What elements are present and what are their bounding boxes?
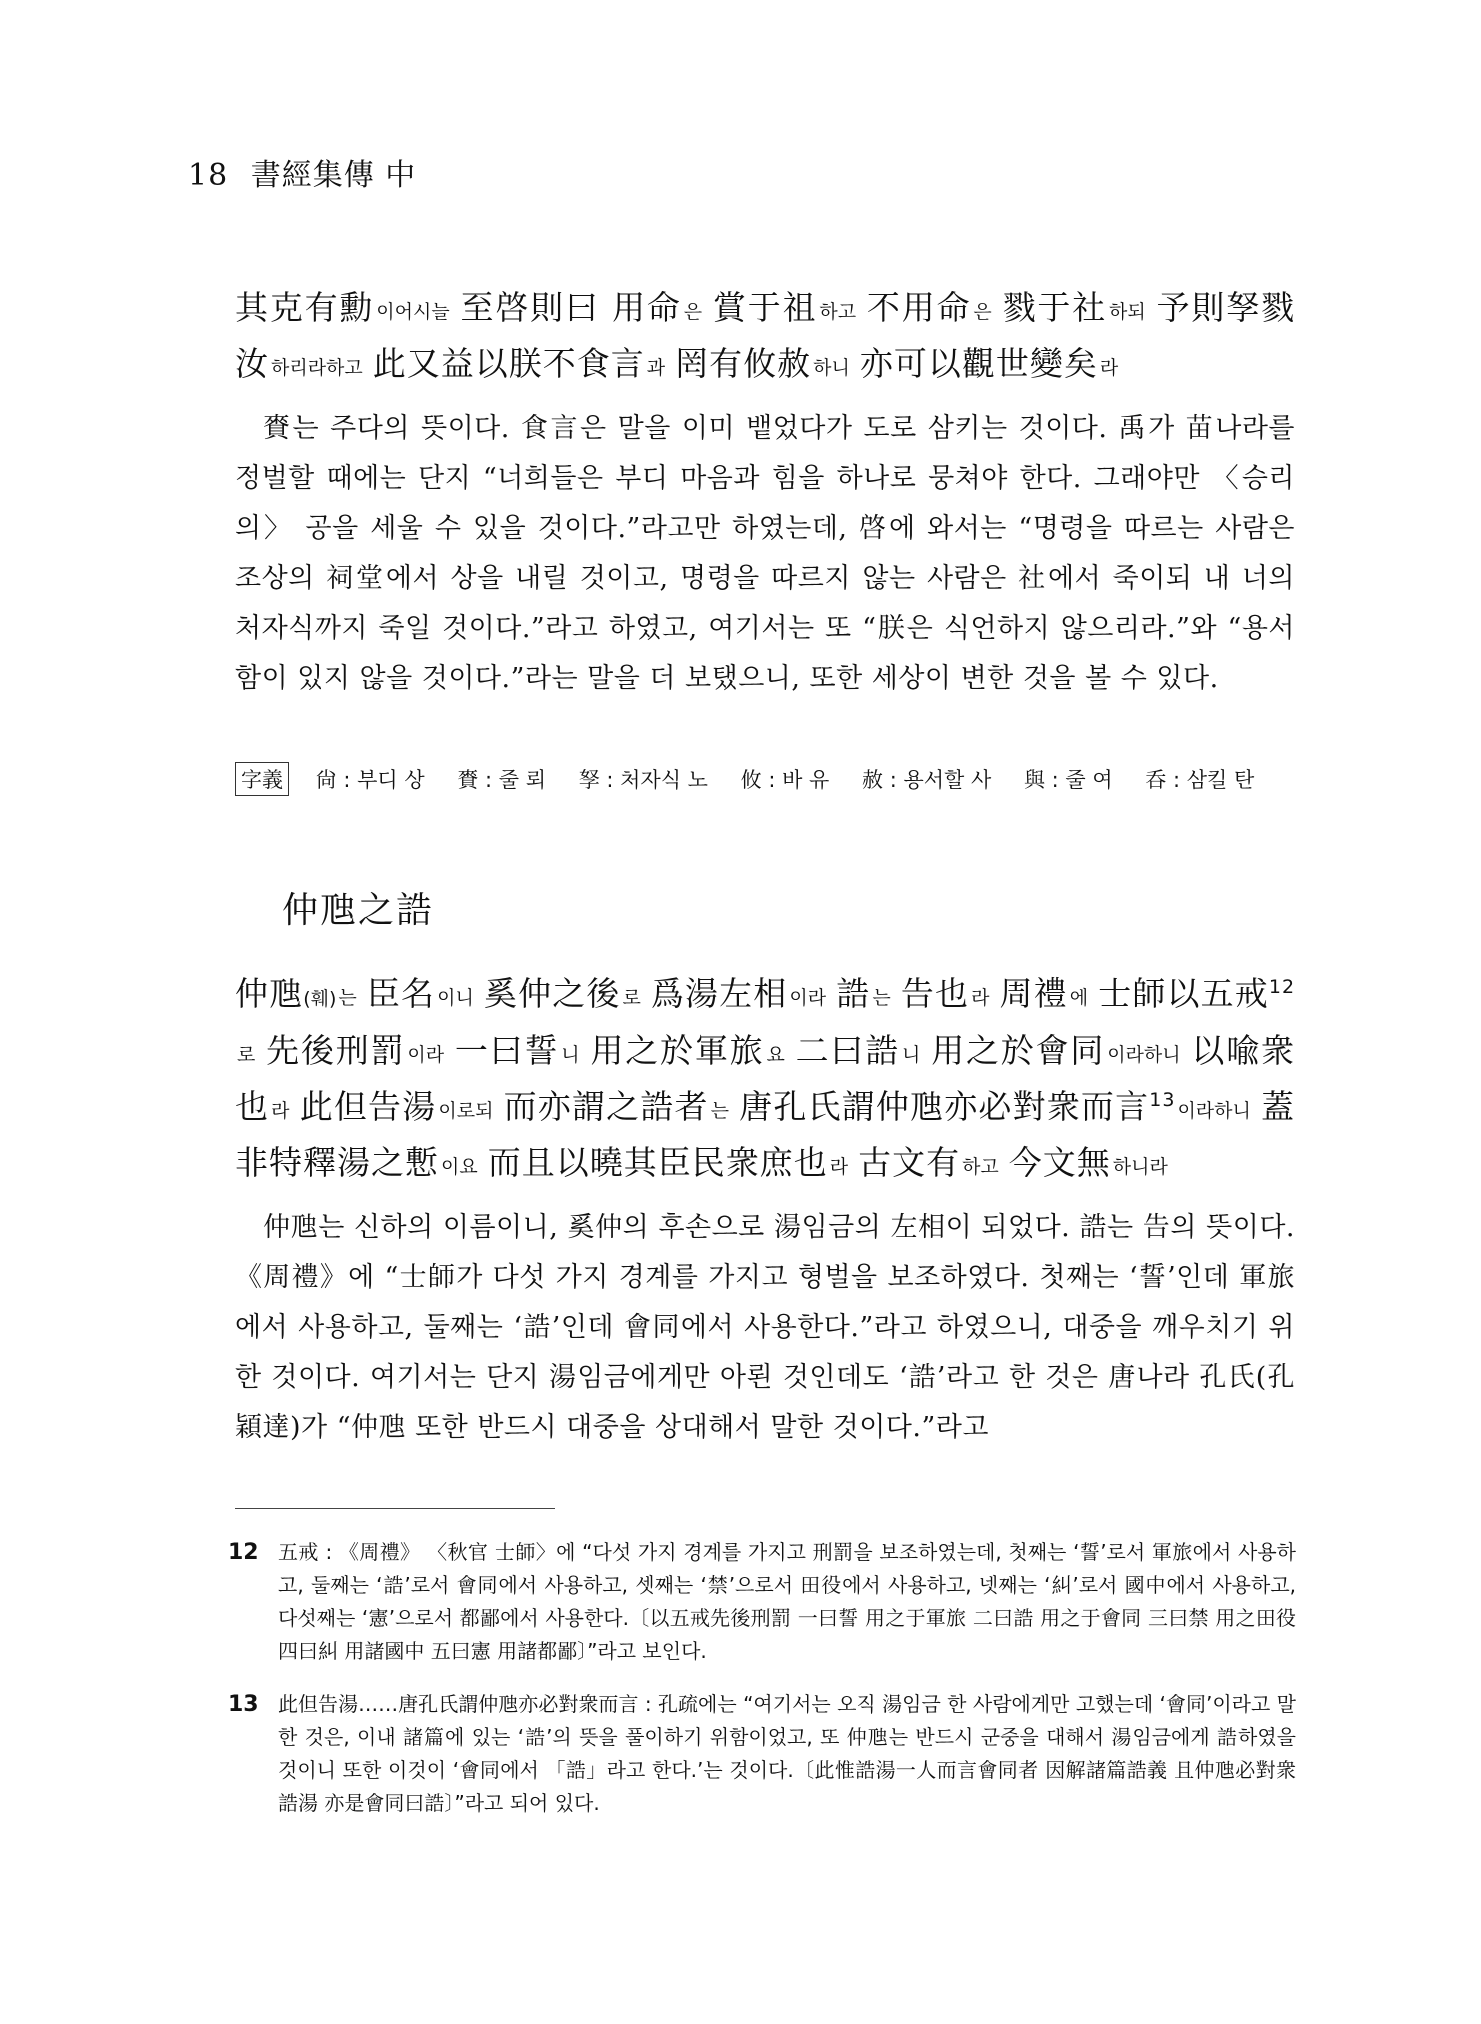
footnote-13	[228, 1688, 1296, 1820]
glossary-entry: 賚 : 줄 뢰	[457, 768, 547, 792]
glossary-entry: 孥 : 처자식 노	[578, 768, 708, 792]
character-glossary	[235, 762, 1295, 796]
section1-original-text: 其克有勳 이어시늘 至啓則曰 用命 은 賞于祖 하고 不用命 은 戮于社 하되 予則孥戮汝 하리라하고 此又益以朕不食言 과 罔有攸赦 하니 亦可以觀世變矣 라	[235, 288, 1296, 383]
page-number: 18	[188, 158, 229, 193]
footnote-text: 五戒 : 《周禮》 〈秋官 士師〉에 “다섯 가지 경계를 가지고 刑罰을 보조하였는데, 첫째는 ‘誓’로서 軍旅에서 사용하고, 둘째는 ‘誥’로서 會同에서 사용하고, 셋째는 ‘禁’으로서 田役에서 사용하고, 넷째는 ‘糾’로서 國中에서 사용하고, 다섯째는 ‘憲’으로서 都鄙에서 사용한다.〔以五戒先後刑罰 一曰誓 用之于軍旅 二曰誥 用之于會同 三曰禁 用之田役 四曰糾 用諸國中 五曰憲 用諸都鄙〕”라고 보인다.	[278, 1540, 1296, 1663]
running-head	[188, 150, 416, 194]
glossary-entry: 赦 : 용서할 사	[862, 768, 992, 792]
section2-original-text: 仲虺(훼) 는 臣名 이니 奚仲之後 로 爲湯左相 이라 誥 는 告也 라 周禮 에 士師以五戒$^{12}$로 先後刑罰 이라 一曰誓 니 用之於軍旅 요 二曰誥 니 用之於會同 이라하니 以喩衆也 라 此但告湯 이로되 而亦謂之誥者 는 唐孔氏謂仲虺亦必對衆而言$^{13}$ 이라하니 蓋非特釋湯之慙 이요 而且以曉其臣民衆庶也 라 古文有 하고 今文無 하니라	[235, 974, 1296, 1182]
section-title: 仲虺之誥	[282, 890, 435, 931]
footnote-12	[228, 1536, 1296, 1668]
footnote-divider	[235, 1508, 555, 1509]
glossary-entry: 攸 : 바 유	[740, 768, 830, 792]
section1	[235, 282, 1295, 704]
section1-translation: 賚는 주다의 뜻이다. 食言은 말을 이미 뱉었다가 도로 삼키는 것이다. 禹가 苗나라를 정벌할 때에는 단지 “너희들은 부디 마음과 힘을 하나로 뭉쳐야 한다. 그래야만 〈승리의〉 공을 세울 수 있을 것이다.”라고만 하였는데, 啓에 와서는 “명령을 따르는 사람은 조상의 祠堂에서 상을 내릴 것이고, 명령을 따르지 않는 사람은 社에서 죽이되 내 너의 처자식까지 죽일 것이다.”라고 하였고, 여기서는 또 “朕은 식언하지 않으리라.”와 “용서함이 있지 않을 것이다.”라는 말을 더 보탰으니, 또한 세상이 변한 것을 볼 수 있다.	[235, 413, 1295, 694]
glossary-entry: 呑 : 삼킬 탄	[1145, 768, 1255, 792]
section2-translation: 仲虺는 신하의 이름이니, 奚仲의 후손으로 湯임금의 左相이 되었다. 誥는 告의 뜻이다. 《周禮》에 “士師가 다섯 가지 경계를 가지고 형벌을 보조하였다. 첫째는 ‘誓’인데 軍旅에서 사용하고, 둘째는 ‘誥’인데 會同에서 사용한다.”라고 하였으니, 대중을 깨우치기 위한 것이다. 여기서는 단지 湯임금에게만 아뢴 것인데도 ‘誥’라고 한 것은 唐나라 孔氏(孔穎達)가 “仲虺 또한 반드시 대중을 상대해서 말한 것이다.”라고	[235, 1212, 1295, 1443]
footnote-text: 此但告湯……唐孔氏謂仲虺亦必對衆而言 : 孔疏에는 “여기서는 오직 湯임금 한 사람에게만 고했는데 ‘會同’이라고 말한 것은, 이내 諸篇에 있는 ‘誥’의 뜻을 풀이하기 위함이었고, 또 仲虺는 반드시 군중을 대해서 湯임금에게 誥하였을 것이니 또한 이것이 ‘會同에서 「誥」라고 한다.’는 것이다.〔此惟誥湯一人而言會同者 因解諸篇誥義 且仲虺必對衆誥湯 亦是會同曰誥〕”라고 되어 있다.	[278, 1692, 1296, 1815]
footnote-number: 13	[228, 1692, 259, 1717]
section2	[235, 968, 1295, 1453]
book-title: 書經集傳 中	[250, 158, 417, 193]
glossary-entry: 尙 : 부디 상	[315, 768, 425, 792]
footnote-number: 12	[228, 1540, 259, 1565]
glossary-entry: 與 : 줄 여	[1023, 768, 1113, 792]
glossary-label: 字義	[235, 762, 289, 796]
